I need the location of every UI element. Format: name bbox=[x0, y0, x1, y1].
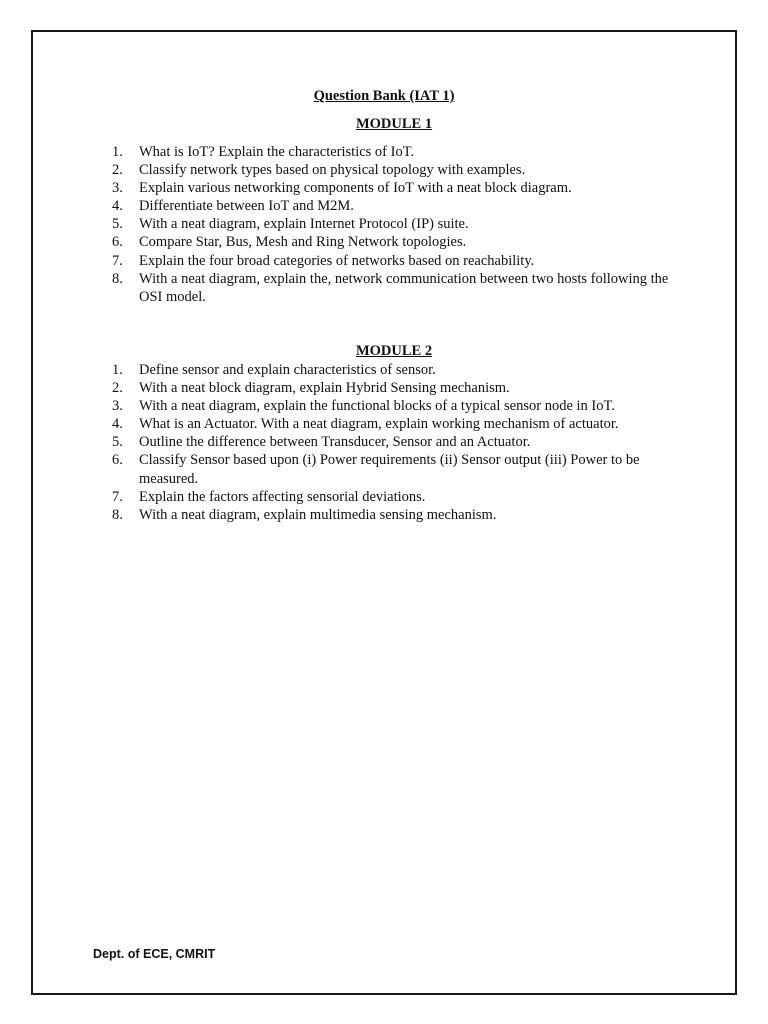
module-2-question-8 bbox=[112, 506, 692, 524]
module-1-question-3 bbox=[112, 179, 692, 197]
module-2-question-7 bbox=[112, 488, 692, 506]
question-number: 6. bbox=[112, 452, 123, 469]
module-2-heading: MODULE 2 bbox=[355, 343, 433, 359]
question-text: What is IoT? Explain the characteristics of IoT. bbox=[139, 144, 415, 160]
question-number: 4. bbox=[112, 416, 123, 433]
question-text: Differentiate between IoT and M2M. bbox=[139, 198, 354, 215]
module-2-question-1 bbox=[112, 361, 692, 379]
module-1-question-1 bbox=[112, 143, 692, 161]
question-number: 7. bbox=[112, 488, 123, 505]
question-text: With a neat diagram, explain the, network communication between two hosts following the OSI model. bbox=[139, 270, 669, 305]
module-1-question-5 bbox=[112, 215, 692, 233]
module-2-question-4 bbox=[112, 415, 692, 433]
question-text: Compare Star, Bus, Mesh and Ring Network topologies. bbox=[139, 234, 467, 251]
question-text: Outline the difference between Transducer, Sensor and an Actuator. bbox=[139, 434, 531, 451]
question-number: 3. bbox=[112, 398, 123, 415]
question-text: With a neat diagram, explain the functional blocks of a typical sensor node in IoT. bbox=[139, 398, 615, 415]
document-title: Question Bank (IAT 1) bbox=[313, 88, 455, 104]
question-text: Classify network types based on physical topology with examples. bbox=[139, 162, 526, 179]
module-2-question-6 bbox=[112, 451, 692, 487]
question-text: Explain various networking components of IoT with a neat block diagram. bbox=[139, 180, 572, 197]
question-number: 2. bbox=[112, 380, 123, 397]
module-2-question-5 bbox=[112, 433, 692, 451]
module-2-question-list bbox=[112, 361, 692, 524]
question-text: Define sensor and explain characteristics of sensor. bbox=[139, 362, 436, 378]
question-text: Classify Sensor based upon (i) Power requirements (ii) Sensor output (iii) Power to be measured. bbox=[139, 452, 640, 487]
module-1-heading: MODULE 1 bbox=[355, 116, 433, 132]
question-number: 4. bbox=[112, 198, 123, 215]
module-1-question-8 bbox=[112, 270, 692, 306]
question-text: Explain the factors affecting sensorial deviations. bbox=[139, 488, 426, 505]
module-1-question-4 bbox=[112, 197, 692, 215]
question-number: 6. bbox=[112, 234, 123, 251]
module-1-question-list bbox=[112, 143, 692, 306]
module-1-question-6 bbox=[112, 233, 692, 251]
question-number: 5. bbox=[112, 216, 123, 233]
module-2-question-2 bbox=[112, 379, 692, 397]
question-text: With a neat diagram, explain Internet Protocol (IP) suite. bbox=[139, 216, 469, 233]
footer-department: Dept. of ECE, CMRIT bbox=[93, 947, 216, 961]
module-2-question-3 bbox=[112, 397, 692, 415]
module-1-question-2 bbox=[112, 161, 692, 179]
question-text: What is an Actuator. With a neat diagram, explain working mechanism of actuator. bbox=[139, 416, 619, 433]
question-number: 8. bbox=[112, 270, 123, 287]
question-number: 2. bbox=[112, 162, 123, 179]
question-number: 3. bbox=[112, 180, 123, 197]
question-text: With a neat block diagram, explain Hybrid Sensing mechanism. bbox=[139, 380, 510, 397]
question-text: With a neat diagram, explain multimedia sensing mechanism. bbox=[139, 506, 497, 523]
question-number: 1. bbox=[112, 362, 123, 378]
question-number: 5. bbox=[112, 434, 123, 451]
module-1-question-7 bbox=[112, 252, 692, 270]
question-number: 7. bbox=[112, 252, 123, 269]
question-number: 8. bbox=[112, 506, 123, 523]
question-number: 1. bbox=[112, 144, 123, 160]
question-text: Explain the four broad categories of networks based on reachability. bbox=[139, 252, 535, 269]
